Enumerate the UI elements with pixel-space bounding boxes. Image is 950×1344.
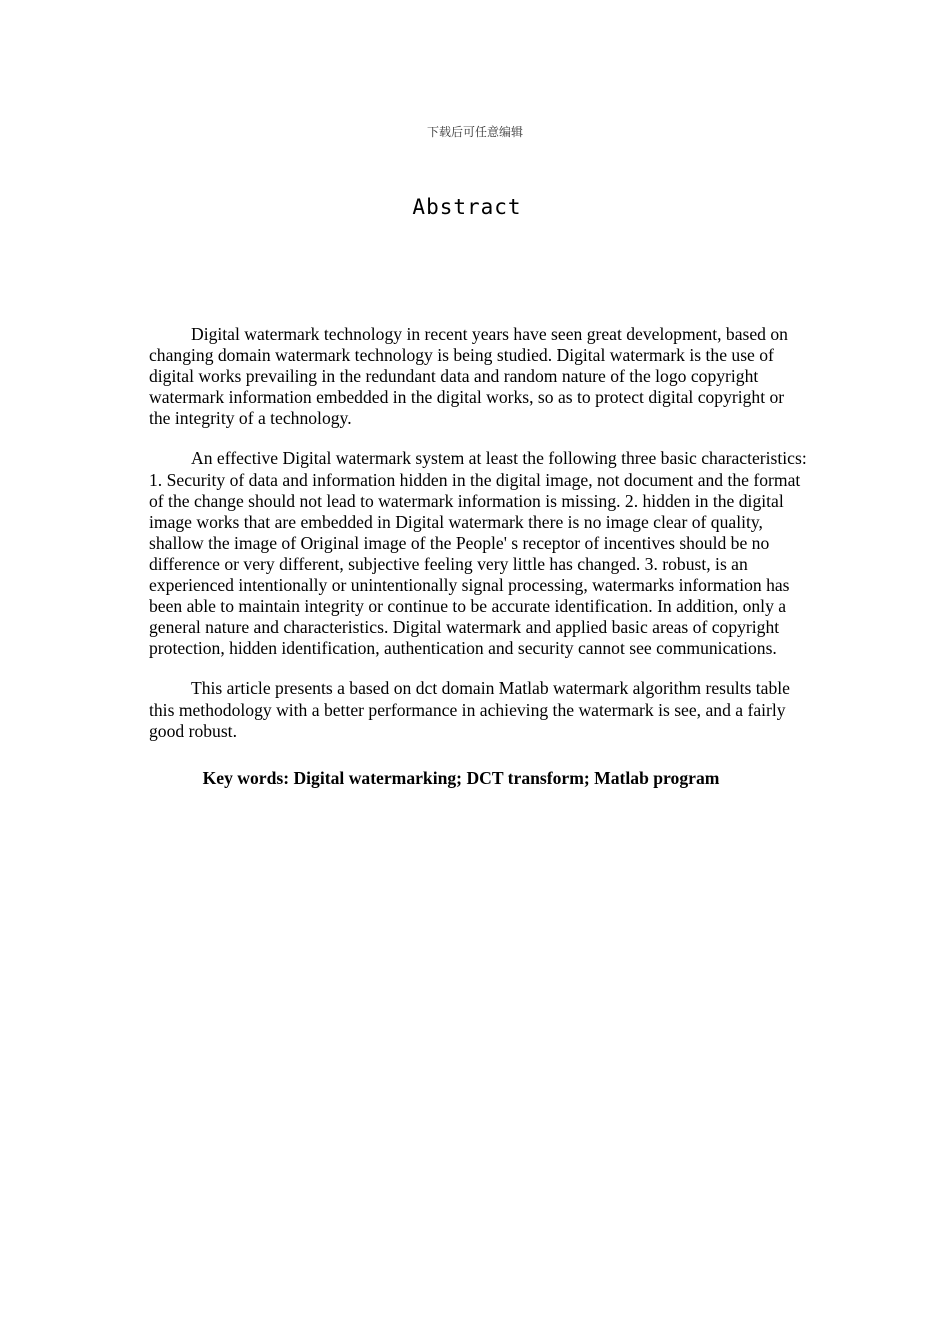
abstract-paragraph-3: This article presents a based on dct domain Matlab watermark algorithm results table this methodology with a better performance in achieving the watermark is see, and a fairly good robust. [149, 678, 790, 741]
abstract-body [149, 324, 809, 789]
keywords-line: Key words: Digital watermarking; DCT transform; Matlab program [202, 767, 720, 788]
abstract-paragraph-1: Digital watermark technology in recent years have seen great development, based on changing domain watermark technology is being studied. Digital watermark is the use of digital works prevailing in the redundant data and random nature of the logo copyright watermark information embedded in the digital works, so as to protect digital copyright or the integrity of a technology. [149, 324, 788, 429]
header-note: 下载后可任意编辑 [426, 125, 523, 139]
abstract-title: Abstract [412, 195, 522, 219]
abstract-paragraph-2: An effective Digital watermark system at least the following three basic characteristics: 1. Security of data and information hidden in the digital image, not document and the format of the change should not lead to watermark information is missing. 2. hidden in the digital image works that are embedded in Digital watermark there is no image clear of quality, shallow the image of Original image of the People' s receptor of incentives should be no difference or very different, subjective feeling very little has changed. 3. robust, is an experienced intentionally or unintentionally signal processing, watermarks information has been able to maintain integrity or continue to be accurate identification. In addition, only a general nature and characteristics. Digital watermark and applied basic areas of copyright protection, hidden identification, authentication and security cannot see communications. [149, 448, 807, 659]
